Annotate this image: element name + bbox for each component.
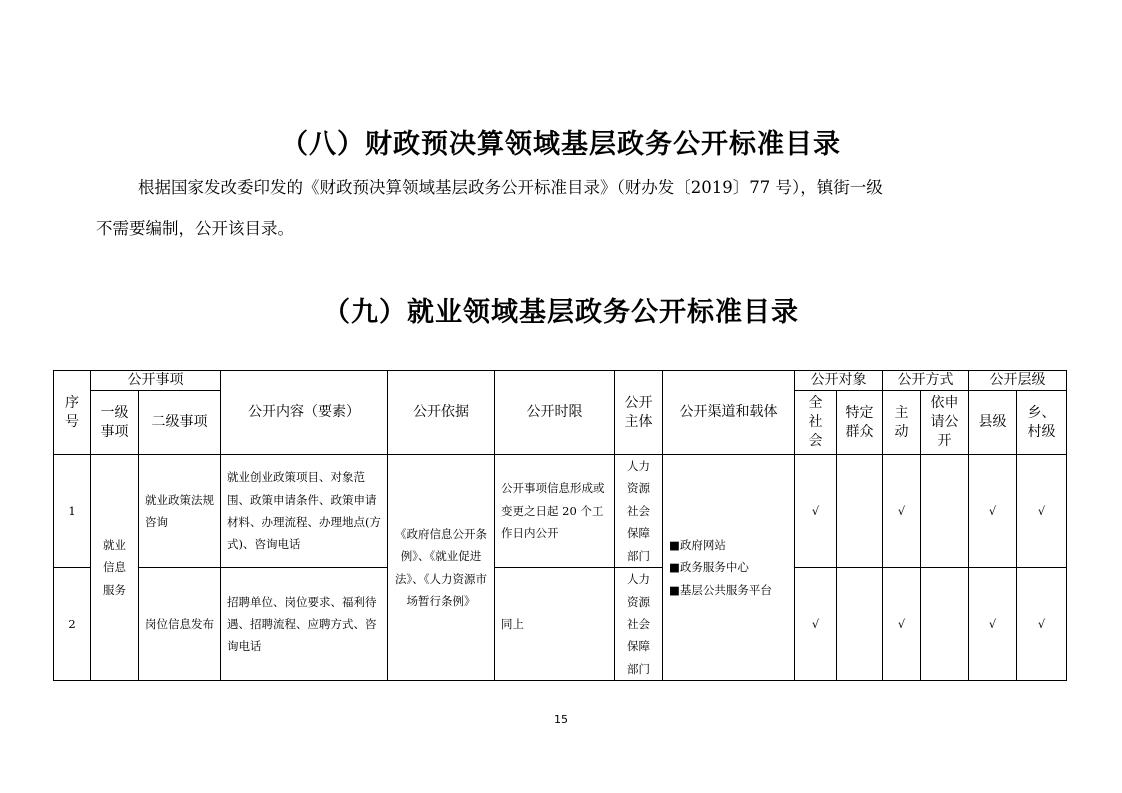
row-2-seq: 2: [54, 568, 91, 681]
header-method-request: 依申请公开: [921, 391, 969, 455]
table-row: [54, 568, 1067, 681]
row-1-level2: 就业政策法规咨询: [139, 455, 221, 568]
header-target-specific: 特定群众: [837, 391, 883, 455]
row-2-level2: 岗位信息发布: [139, 568, 221, 681]
channel-list: [663, 455, 795, 681]
header-subject: 公开主体: [615, 371, 663, 455]
table-row: [54, 455, 1067, 568]
channel-item: ■基层公共服务平台: [669, 582, 772, 597]
header-level-village: 乡、村级: [1017, 391, 1067, 455]
header-seq: 序号: [54, 371, 91, 455]
header-basis: 公开依据: [388, 371, 495, 455]
channel-item: ■政府网站: [669, 537, 726, 552]
row-1-specific-empty: [837, 455, 883, 568]
page-number: 15: [554, 713, 568, 726]
row-2-specific-empty: [837, 568, 883, 681]
row-1-check-all: √: [795, 455, 837, 568]
section-9-title: （九）就业领域基层政务公开标准目录: [323, 297, 799, 328]
basis-shared: 《政府信息公开条例》、《就业促进法》、《人力资源市场暂行条例》: [388, 455, 495, 681]
header-time: 公开时限: [495, 371, 615, 455]
section-8-paragraph-line-1: 根据国家发改委印发的《财政预决算领域基层政务公开标准目录》（财办发〔2019〕77 号），镇街一级: [138, 178, 883, 197]
row-2-check-village: √: [1017, 568, 1067, 681]
header-method: 公开方式: [883, 371, 969, 391]
row-1-subject: 人力资源社会保障部门: [615, 455, 663, 568]
section-8-title: （八）财政预决算领域基层政务公开标准目录: [281, 129, 841, 160]
row-2-content: 招聘单位、岗位要求、福利待遇、招聘流程、应聘方式、咨询电话: [221, 568, 388, 681]
row-2-request-empty: [921, 568, 969, 681]
header-method-active: 主动: [883, 391, 921, 455]
row-2-check-active: √: [883, 568, 921, 681]
row-1-content: 就业创业政策项目、对象范围、政策申请条件、政策申请材料、办理流程、办理地点(方式)、咨询电话: [221, 455, 388, 568]
header-channel: 公开渠道和载体: [663, 371, 795, 455]
employment-disclosure-table: [53, 370, 1067, 681]
header-target: 公开对象: [795, 371, 883, 391]
section-8-paragraph-line-2: 不需要编制，公开该目录。: [96, 219, 294, 238]
header-level-county: 县级: [969, 391, 1017, 455]
row-2-check-county: √: [969, 568, 1017, 681]
row-1-check-village: √: [1017, 455, 1067, 568]
header-level1: 一级事项: [91, 391, 139, 455]
header-content: 公开内容（要素）: [221, 371, 388, 455]
header-level: 公开层级: [969, 371, 1067, 391]
row-1-time: 公开事项信息形成或变更之日起 20 个工作日内公开: [495, 455, 615, 568]
header-matters: 公开事项: [91, 371, 221, 391]
header-level2: 二级事项: [139, 391, 221, 455]
channel-item: ■政务服务中心: [669, 560, 749, 575]
level1-item: 就业信息服务: [91, 455, 139, 681]
header-row-1: [54, 371, 1067, 391]
row-1-seq: 1: [54, 455, 91, 568]
row-2-time: 同上: [495, 568, 615, 681]
row-1-check-county: √: [969, 455, 1017, 568]
header-target-all: 全社会: [795, 391, 837, 455]
row-1-check-active: √: [883, 455, 921, 568]
row-1-request-empty: [921, 455, 969, 568]
row-2-subject: 人力资源社会保障部门: [615, 568, 663, 681]
row-2-check-all: √: [795, 568, 837, 681]
